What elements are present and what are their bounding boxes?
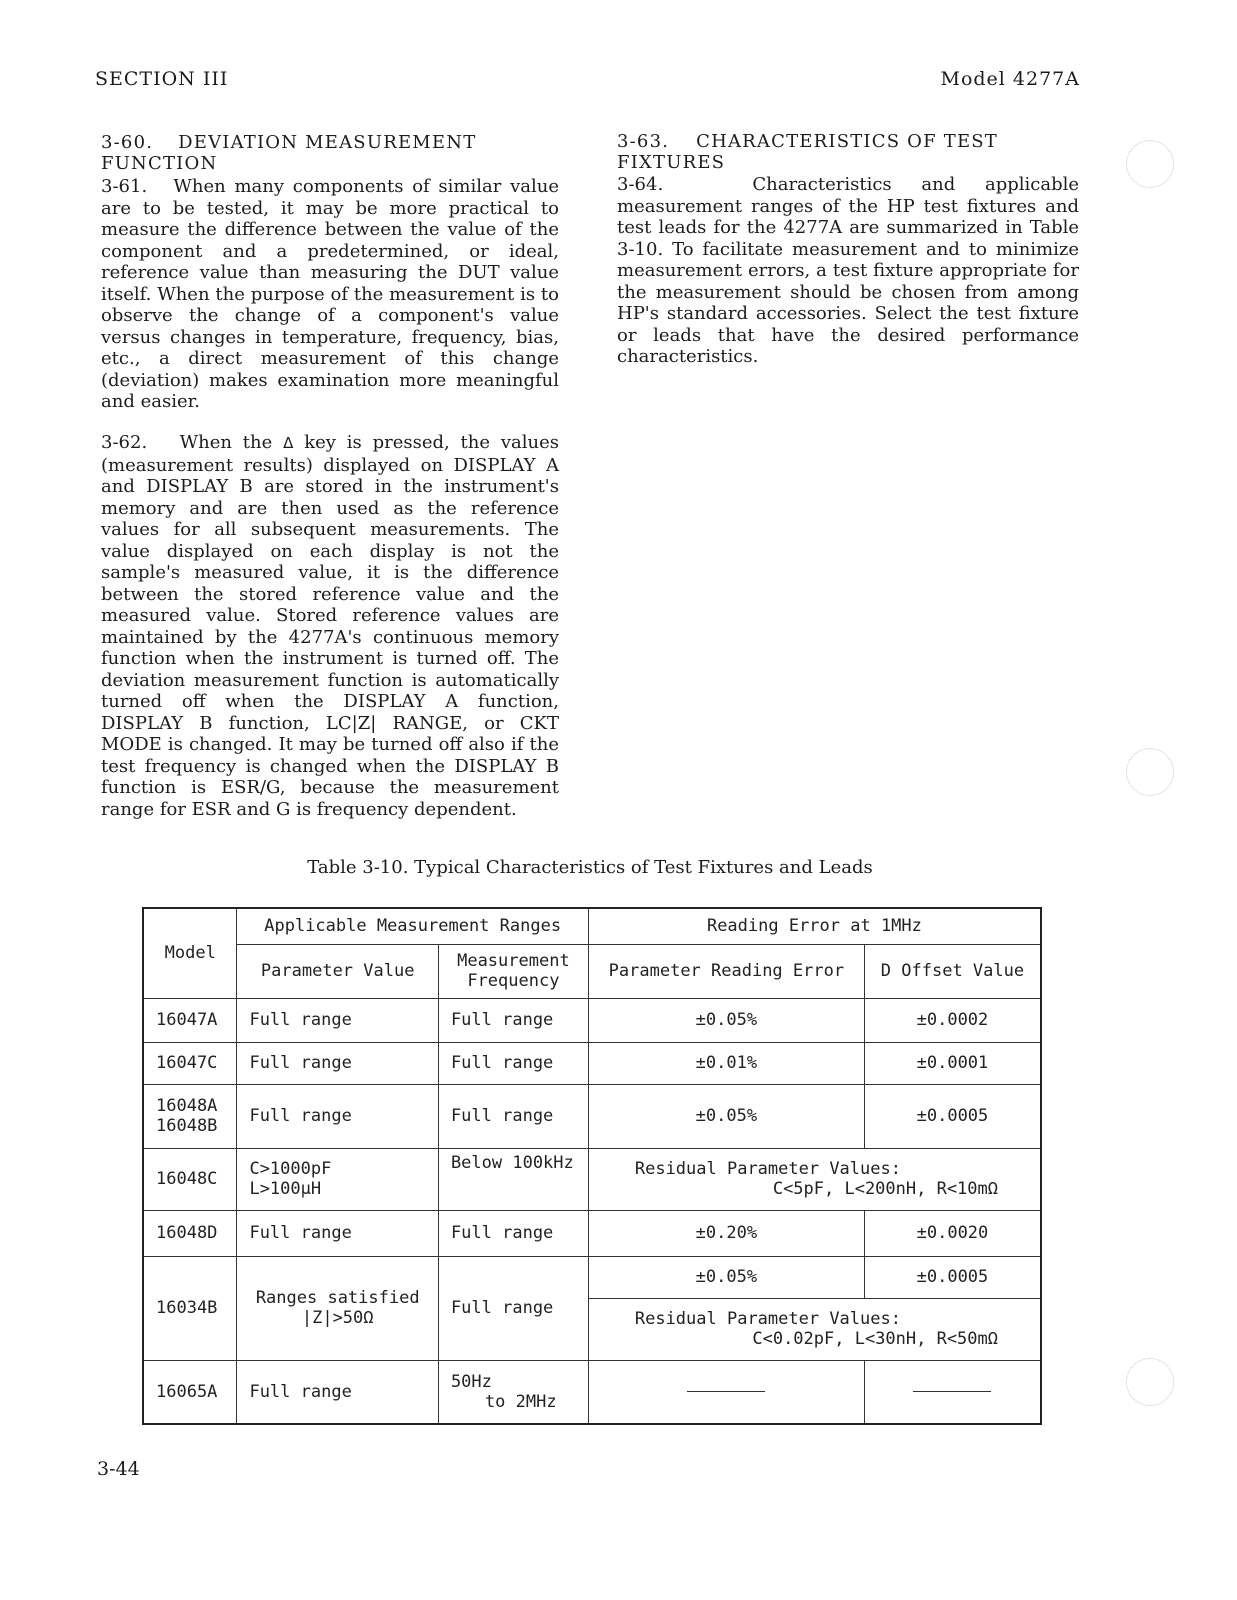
heading-text: DEVIATION MEASUREMENT FUNCTION xyxy=(101,132,477,174)
cell-residual-values xyxy=(588,1148,1041,1210)
cell-residual-values xyxy=(588,1298,1041,1360)
paragraph-3-61 xyxy=(101,176,559,413)
table-row xyxy=(143,1210,1041,1256)
table-row xyxy=(143,998,1041,1042)
heading-number: 3-63. xyxy=(617,131,670,152)
frequency-line: 50Hz xyxy=(450,1371,492,1392)
section-heading-3-63 xyxy=(617,131,1079,173)
header-model: Model xyxy=(143,908,237,998)
cell-d-offset xyxy=(864,1360,1041,1424)
punch-hole xyxy=(1126,748,1174,796)
cell-model: 16047A xyxy=(143,998,237,1042)
cell-model xyxy=(143,1084,237,1148)
parameter-line: L>100μH xyxy=(249,1179,322,1199)
cell-reading-error: ±0.01% xyxy=(588,1042,864,1084)
table-row xyxy=(143,1042,1041,1084)
residual-label: Residual Parameter Values: xyxy=(634,1309,901,1329)
cell-model: 16048D xyxy=(143,1210,237,1256)
cell-parameter: Full range xyxy=(237,1210,438,1256)
header-parameter-reading-error: Parameter Reading Error xyxy=(588,944,864,998)
paragraph-text: When many components of similar value are to be tested, it may be more practical to measure the difference between the value of the component and a predetermined, or ideal, reference value than measuring the DUT value itself. When the purpose of the measurement is to observe the change of a component's value versus changes in temperature, frequency, bias, etc., a direct measurement of this change (deviation) makes examination more meaningful and easier. xyxy=(101,176,559,412)
cell-d-offset: ±0.0005 xyxy=(864,1084,1041,1148)
page-number: 3-44 xyxy=(97,1458,140,1480)
cell-model: 16065A xyxy=(143,1360,237,1424)
fixtures-table xyxy=(142,907,1042,1425)
residual-values: C<5pF, L<200nH, R<10mΩ xyxy=(772,1179,998,1199)
cell-d-offset: ±0.0005 xyxy=(864,1256,1041,1298)
punch-hole xyxy=(1126,1358,1174,1406)
header-parameter-value: Parameter Value xyxy=(237,944,438,998)
cell-model: 16048C xyxy=(143,1148,237,1210)
paragraph-text: key is pressed, the values (measurement results) displayed on DISPLAY A and DISPLAY B are stored in the instrument's memory and are then used as the reference values for all subsequent measurements. The value displayed on each display is not the sample's measured value, it is the difference between the stored reference value and the measured value. Stored reference values are maintained by the 4277A's continuous memory function when the instrument is turned off. The deviation measurement function is automatically turned off when the DISPLAY A function, DISPLAY B function, LC|Z| RANGE, or CKT MODE is changed. It may be turned off also if the test frequency is changed when the DISPLAY B function is ESR/G, because the measurement range for ESR and G is frequency dependent. xyxy=(101,432,559,820)
section-label: SECTION III xyxy=(95,68,229,90)
heading-number: 3-60. xyxy=(101,132,154,153)
frequency-line: to 2MHz xyxy=(484,1391,557,1412)
cell-frequency: Full range xyxy=(438,1084,588,1148)
cell-model: 16047C xyxy=(143,1042,237,1084)
header-applicable-ranges: Applicable Measurement Ranges xyxy=(237,908,588,944)
cell-frequency: Full range xyxy=(438,998,588,1042)
header-line: Frequency xyxy=(467,971,560,991)
residual-label: Residual Parameter Values: xyxy=(634,1159,901,1179)
cell-reading-error xyxy=(588,1360,864,1424)
cell-frequency: Full range xyxy=(438,1042,588,1084)
table-row xyxy=(143,1256,1041,1298)
cell-frequency: Full range xyxy=(438,1256,588,1360)
section-heading-3-60 xyxy=(101,132,559,174)
delta-key-icon: Δ xyxy=(283,434,294,452)
cell-reading-error: ±0.05% xyxy=(588,1084,864,1148)
paragraph-text: When the xyxy=(179,432,273,453)
parameter-line: C>1000pF xyxy=(249,1159,332,1179)
cell-parameter: Full range xyxy=(237,1084,438,1148)
cell-frequency: Below 100kHz xyxy=(438,1148,588,1210)
paragraph-number: 3-61. xyxy=(101,176,148,197)
paragraph-number: 3-62. xyxy=(101,432,148,453)
cell-parameter xyxy=(237,1256,438,1360)
cell-frequency: Full range xyxy=(438,1210,588,1256)
header-reading-error: Reading Error at 1MHz xyxy=(588,908,1041,944)
cell-model: 16034B xyxy=(143,1256,237,1360)
header-measurement-frequency xyxy=(438,944,588,998)
table-row xyxy=(143,1148,1041,1210)
cell-d-offset: ±0.0001 xyxy=(864,1042,1041,1084)
cell-d-offset: ±0.0020 xyxy=(864,1210,1041,1256)
model-line: 16048B xyxy=(156,1116,218,1136)
paragraph-number: 3-64. xyxy=(617,174,664,195)
table-caption: Table 3-10. Typical Characteristics of Test Fixtures and Leads xyxy=(307,857,873,878)
cell-reading-error: ±0.05% xyxy=(588,1256,864,1298)
model-label: Model 4277A xyxy=(940,68,1080,90)
punch-hole xyxy=(1126,140,1174,188)
heading-text: CHARACTERISTICS OF TEST FIXTURES xyxy=(617,131,999,173)
cell-parameter: Full range xyxy=(237,1042,438,1084)
table-row xyxy=(143,1084,1041,1148)
paragraph-3-64 xyxy=(617,174,1079,368)
cell-parameter: Full range xyxy=(237,998,438,1042)
parameter-line: |Z|>50Ω xyxy=(301,1308,374,1328)
header-line: Measurement xyxy=(457,951,570,971)
table-row xyxy=(143,1360,1041,1424)
dash-line xyxy=(913,1391,991,1392)
residual-values: C<0.02pF, L<30nH, R<50mΩ xyxy=(752,1329,998,1349)
paragraph-3-62 xyxy=(101,432,559,820)
cell-parameter: Full range xyxy=(237,1360,438,1424)
cell-reading-error: ±0.20% xyxy=(588,1210,864,1256)
dash-line xyxy=(687,1391,765,1392)
cell-parameter xyxy=(237,1148,438,1210)
cell-frequency xyxy=(438,1360,588,1424)
cell-d-offset: ±0.0002 xyxy=(864,998,1041,1042)
cell-reading-error: ±0.05% xyxy=(588,998,864,1042)
parameter-line: Ranges satisfied xyxy=(255,1288,420,1308)
paragraph-text: Characteristics and applicable measurement ranges of the HP test fixtures and test leads for the 4277A are summarized in Table 3-10. To facilitate measurement and to minimize measurement errors, a test fixture appropriate for the measurement should be chosen from among HP's standard accessories. Select the test fixture or leads that have the desired performance characteristics. xyxy=(617,174,1079,367)
header-d-offset-value: D Offset Value xyxy=(864,944,1041,998)
model-line: 16048A xyxy=(156,1096,218,1116)
